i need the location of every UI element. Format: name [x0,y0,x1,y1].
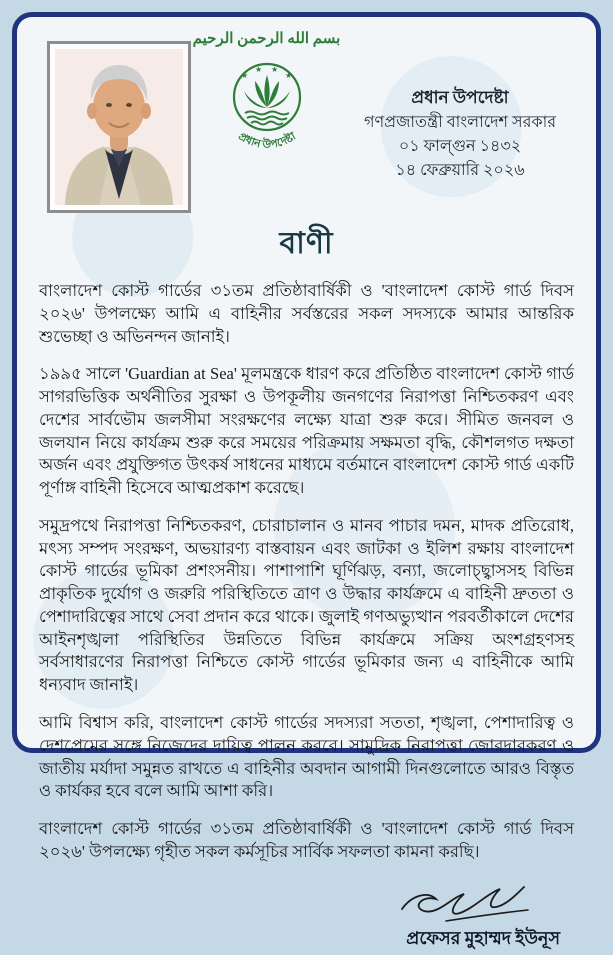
message-card [12,12,601,948]
paragraph-greeting: বাংলাদেশ কোস্ট গার্ডের ৩১তম প্রতিষ্ঠাবার্ষিকী ও 'বাংলাদেশ কোস্ট গার্ড দিবস ২০২৬' উপলক্ষ্যে আমি এ বাহিনীর সর্বস্তরের সকল সদস্যকে আমার আন্তরিক শুভেচ্ছা ও অভিনন্দন জানাই। [39,281,574,346]
message-body [39,280,574,864]
svg-text:★: ★ [254,65,262,74]
government-line: গণপ্রজাতন্ত্রী বাংলাদেশ সরকার [363,113,557,131]
signature-block [39,879,574,955]
date-bangla: ০১ ফাল্গুন ১৪৩২ [398,137,522,155]
paragraph-wishes: বাংলাদেশ কোস্ট গার্ডের ৩১তম প্রতিষ্ঠাবার্ষিকী ও 'বাংলাদেশ কোস্ট গার্ড দিবস ২০২৬' উপলক্ষ্যে গৃহীত সকল কর্মসূচির সার্বিক সফলতা কামনা করছি। [39,819,574,861]
svg-text:প্রধান উপদেষ্টা [236,128,299,151]
message-heading: বাণী [279,227,334,260]
svg-text:★: ★ [270,65,278,74]
office-block [346,85,574,183]
svg-text:★: ★ [240,71,248,80]
signer-name: প্রফেসর মুহাম্মদ ইউনূস [406,927,560,948]
emblem-seal-icon [217,51,317,169]
bismillah-calligraphy: بسم الله الرحمن الرحيم [192,31,341,47]
signature-handwriting [394,879,534,932]
paragraph-duties: সমুদ্রপথে নিরাপত্তা নিশ্চিতকরণ, চোরাচালান ও মানব পাচার দমন, মাদক প্রতিরোধ, মৎস্য সম্পদ সংরক্ষণ, অভয়ারণ্য বাস্তবায়ন এবং জাটকা ও ইলিশ রক্ষায় বাংলাদেশ কোস্ট গার্ডের ভূমিকা প্রশংসনীয়। পাশাপাশি ঘূর্ণিঝড়, বন্যা, জলোচ্ছ্বাসসহ বিভিন্ন প্রাকৃতিক দুর্যোগ ও জরুরি পরিস্থিতিতে ত্রাণ ও উদ্ধার কার্যক্রমে এ বাহিনী দ্রুততা ও পেশাদারিত্বের সাথে সেবা প্রদান করে থাকে। জুলাই গণঅভ্যুত্থান পরবর্তীকালে দেশের আইনশৃঙ্খলা পরিস্থিতির উন্নতিতে বিভিন্ন কার্যক্রমে সক্রিয় অংশগ্রহণসহ সর্বসাধারণের নিরাপত্তা নিশ্চিতে কোস্ট গার্ডের ভূমিকার জন্য এ বাহিনীকে আমি ধন্যবাদ জানাই। [39,515,574,695]
date-gregorian: ১৪ ফেব্রুয়ারি ২০২৬ [395,161,525,179]
paragraph-expectation: আমি বিশ্বাস করি, বাংলাদেশ কোস্ট গার্ডের সদস্যরা সততা, শৃঙ্খলা, পেশাদারিত্ব ও দেশপ্রেমের সঙ্গে নিজেদের দায়িত্ব পালন করবে। সামুদ্রিক নিরাপত্তা জোরদারকরণ ও জাতীয় মর্যাদা সমুন্নত রাখতে এ বাহিনীর অবদান আগামী দিনগুলোতে আরও বিস্তৃত ও কার্যকর হবে বলে আমি আশা করি। [39,713,574,801]
letterhead [39,27,574,217]
office-title: প্রধান উপদেষ্টা [411,88,509,107]
svg-text:★: ★ [284,71,292,80]
paragraph-history: ১৯৯৫ সালে 'Guardian at Sea' মূলমন্ত্রকে ধারণ করে প্রতিষ্ঠিত বাংলাদেশ কোস্ট গার্ড সাগরভিত্তিক অর্থনীতির সুরক্ষা ও উপকূলীয় জনগণের নিরাপত্তা নিশ্চিতকরণ এবং দেশের সার্বভৌম জলসীমা সংরক্ষণের লক্ষ্যে যাত্রা শুরু করে। সীমিত জনবল ও জলযান নিয়ে কার্যক্রম শুরু করে সময়ের পরিক্রমায় সক্ষমতা বৃদ্ধি, কৌশলগত দক্ষতা অর্জন এবং প্রযুক্তিগত উৎকর্ষ সাধনের মাধ্যমে বর্তমানে বাংলাদেশ কোস্ট গার্ড একটি পূর্ণাঙ্গ বাহিনী হিসেবে আত্মপ্রকাশ করেছে। [39,364,574,498]
emblem-label: প্রধান উপদেষ্টা [235,130,298,152]
